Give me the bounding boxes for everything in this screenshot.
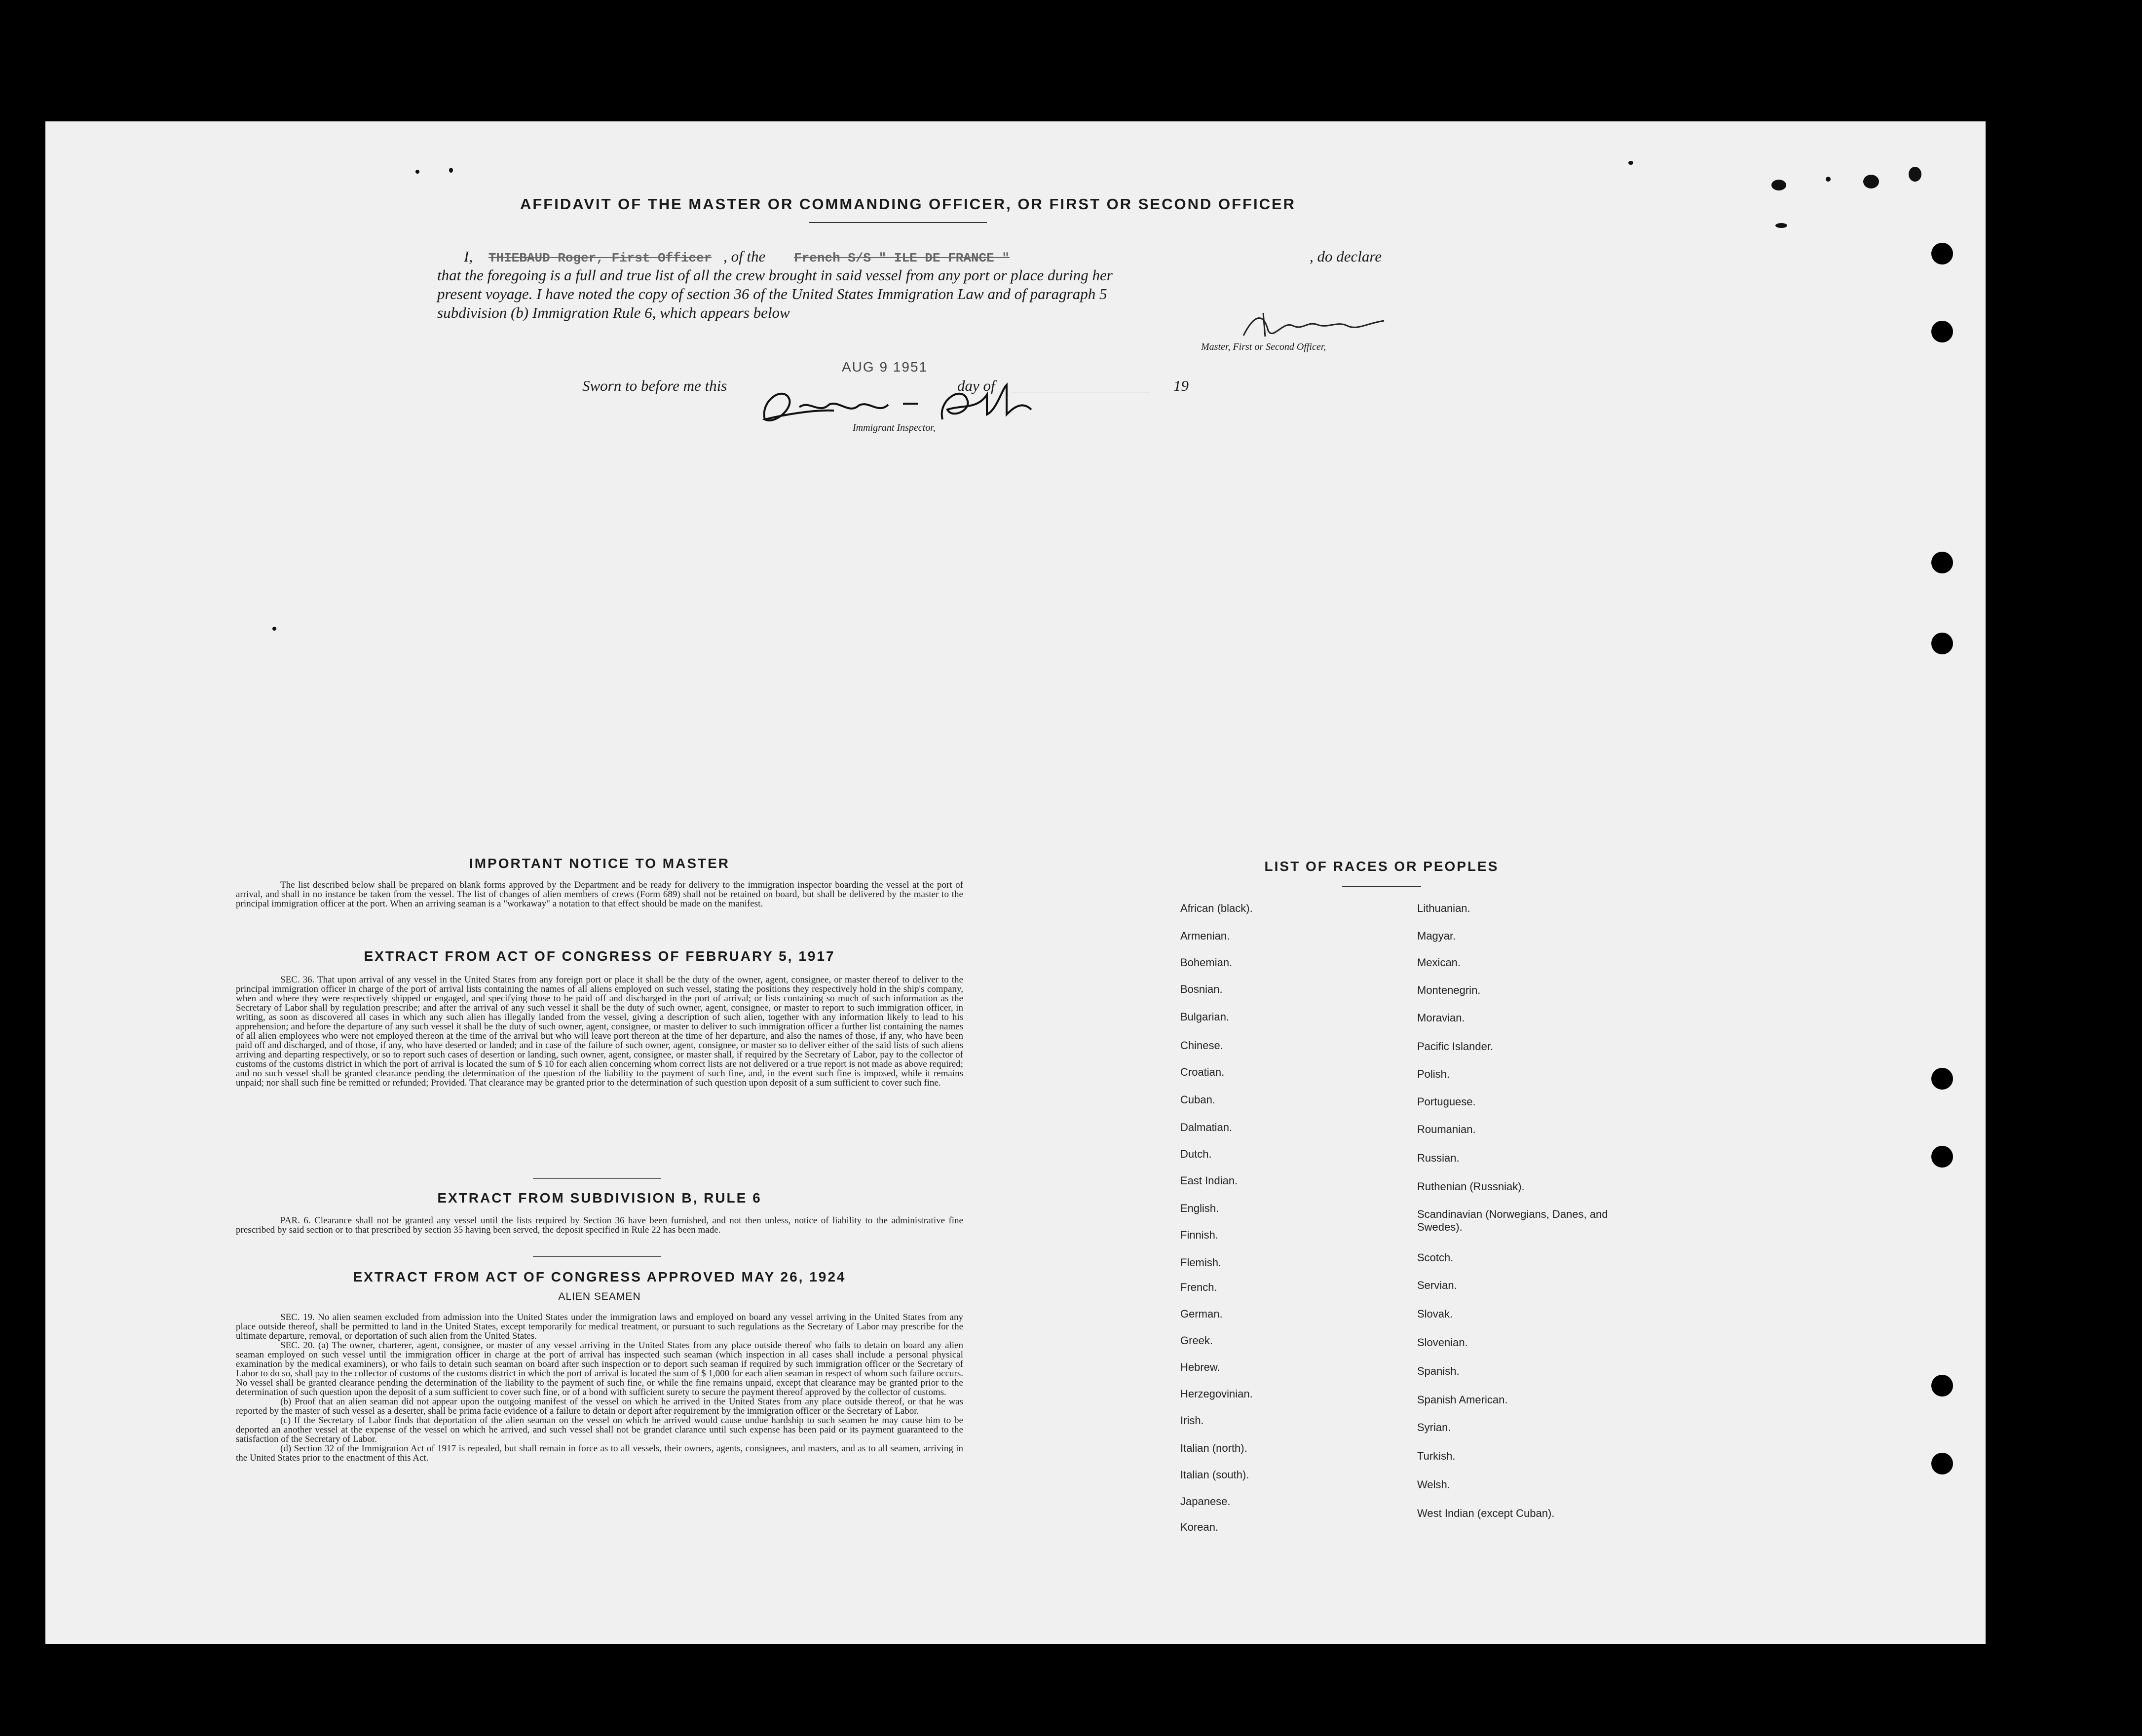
scan-speck <box>1826 177 1831 182</box>
extract-1917-text <box>236 975 963 1088</box>
races-title: LIST OF RACES OR PEOPLES <box>1264 859 1499 874</box>
inspector-signature <box>755 380 1051 429</box>
declaration-line-1 <box>464 247 1382 266</box>
officer-name-typed: THIEBAUD Roger, First Officer <box>488 251 712 265</box>
extract-rule6-title: EXTRACT FROM SUBDIVISION B, RULE 6 <box>437 1190 762 1206</box>
officer-caption: Master, First or Second Officer, <box>1201 341 1326 352</box>
race-item: Bohemian. <box>1180 956 1233 969</box>
race-item: Welsh. <box>1417 1478 1450 1491</box>
race-item: African (black). <box>1180 902 1253 914</box>
race-item: West Indian (except Cuban). <box>1417 1507 1555 1519</box>
divider <box>533 1178 661 1179</box>
declaration-of-the: , of the <box>723 248 766 265</box>
race-item: Irish. <box>1180 1414 1204 1427</box>
race-item: French. <box>1180 1281 1217 1293</box>
extract-1924-subtitle: ALIEN SEAMEN <box>558 1291 641 1302</box>
inspector-caption: Immigrant Inspector, <box>853 422 936 433</box>
races-underline <box>1342 886 1421 887</box>
title-underline <box>809 222 987 223</box>
scan-speck <box>1771 180 1786 190</box>
race-item: Scotch. <box>1417 1251 1454 1264</box>
scan-speck <box>1628 161 1633 165</box>
extract-1924-paragraph: (d) Section 32 of the Immigration Act of 1917 is repealed, but shall remain in force as to all vessels, their owners, agents, consignees, and masters, and as to all seamen, arriving in the United States prior to the enactment of this Act. <box>236 1443 963 1463</box>
extract-1924-paragraph: (c) If the Secretary of Labor finds that deportation of the alien seaman on the vessel on which he arrived would cause undue hardship to such seamen he may cause him to be deported an another vessel at the expense of the vessel on which he arrived, and such vessel shall not be grandet clarance until such expense has been paid or its payment guaranteed to the satisfaction of the Secretary of Labor. <box>236 1415 963 1444</box>
punch-hole <box>1931 1453 1953 1474</box>
declaration-line-4: subdivision (b) Immigration Rule 6, which appears below <box>437 304 790 321</box>
sworn-text: Sworn to before me this <box>582 377 727 394</box>
race-item: Finnish. <box>1180 1229 1219 1241</box>
notice-text <box>236 880 963 908</box>
extract-1924-paragraph: SEC. 19. No alien seamen excluded from admission into the United States under the immigration laws and employed on board any vessel arriving in the United States from any place outside thereof, shall be permitted to land in the United States, except temporarily for medical treatment, or pursuant to such regulations as the Secretary of Labor may prescribe for the ultimate departure, removal, or deportation of such alien from the United States. <box>236 1312 963 1341</box>
race-item: Moravian. <box>1417 1012 1465 1024</box>
race-item: Italian (north). <box>1180 1442 1247 1454</box>
punch-hole <box>1931 1068 1953 1090</box>
punch-hole <box>1931 1375 1953 1396</box>
race-item: Spanish American. <box>1417 1394 1508 1406</box>
extract-rule6-paragraph: PAR. 6. Clearance shall not be granted any vessel until the lists required by Section 36 have been furnished, and not then unless, notice of liability to the administrative fine prescribed by said section or to that prescribed by section 35 having been served, the deposit specified in Rule 22 has been made. <box>236 1215 963 1235</box>
scan-speck <box>1775 223 1787 228</box>
race-item: Slovenian. <box>1417 1336 1468 1349</box>
extract-1924-paragraph: SEC. 20. (a) The owner, charterer, agent, consignee, or master of any vessel arriving in the United States from any place outside thereof who fails to detain on board any alien seaman employed on such vessel until the immigration officer in charge at the port of arrival has inspected such seaman (which inspection in all cases shall include a personal physical examination by the medical examiners), or who fails to detain such seaman on board after such inspection or to deport such seaman if required by such immigration officer or the Secretary of Labor to do so, shall pay to the collector of customs of the customs district in which the port of arrival is located the sum of $ 1,000 for each alien seaman in respect of whom such failure occurs. No vessel shall be granted clearance pending the determination of the liability to the payment of such fine, or while the fine remains unpaid, except that clearance may be granted prior to the determination of such question upon the deposit of a sum sufficient to cover such fine, or of a bond with sufficient surety to secure the payment thereof approved by the collector of customs. <box>236 1340 963 1397</box>
race-item: Turkish. <box>1417 1450 1456 1462</box>
extract-1924-title: EXTRACT FROM ACT OF CONGRESS APPROVED MAY 26, 1924 <box>353 1269 846 1284</box>
race-item: Mexican. <box>1417 956 1461 969</box>
scan-speck <box>1909 167 1921 182</box>
vessel-name-typed: French S/S " ILE DE FRANCE " <box>794 251 1010 265</box>
sworn-year: 19 <box>1173 377 1189 394</box>
race-item: Chinese. <box>1180 1039 1223 1052</box>
race-item: Montenegrin. <box>1417 984 1481 996</box>
race-item: Bosnian. <box>1180 983 1223 995</box>
race-item: Servian. <box>1417 1279 1457 1291</box>
notice-paragraph: The list described below shall be prepared on blank forms approved by the Department and be ready for delivery to the immigration inspector boarding the vessel at the port of arrival, and shall in no instance be taken from the vessel. The list of changes of alien members of crews (Form 689) shall not be retained on board, but shall be delivered by the master to the principal immigration officer at the port. When an arriving seaman is a "workaway" a notation to that effect should be made on the manifest. <box>236 880 963 909</box>
declaration-i: I, <box>464 248 473 265</box>
punch-hole <box>1931 321 1953 342</box>
race-item: Hebrew. <box>1180 1361 1220 1373</box>
extract-1917-title: EXTRACT FROM ACT OF CONGRESS OF FEBRUARY 5, 1917 <box>364 948 835 964</box>
extract-1924-paragraph: (b) Proof that an alien seaman did not appear upon the outgoing manifest of the vessel on which he arrived in the United States from any place outside thereof, or that he was reported by the master of such vessel as a deserter, shall be prima facie evidence of a failure to detain or deport after requirement by the immigration officer or the Secretary of Labor. <box>236 1396 963 1416</box>
race-item: Lithuanian. <box>1417 902 1470 914</box>
race-item: Polish. <box>1417 1068 1450 1080</box>
race-item: Syrian. <box>1417 1421 1451 1434</box>
date-stamp: AUG 9 1951 <box>842 359 928 375</box>
extract-rule6-text <box>236 1216 963 1235</box>
race-item: Japanese. <box>1180 1495 1231 1508</box>
affidavit-title: AFFIDAVIT OF THE MASTER OR COMMANDING OFFICER, OR FIRST OR SECOND OFFICER <box>520 195 1296 213</box>
race-item: Roumanian. <box>1417 1123 1476 1135</box>
race-item: Armenian. <box>1180 930 1230 942</box>
declaration-line-3: present voyage. I have noted the copy of section 36 of the United States Immigration Law and of paragraph 5 <box>437 285 1107 302</box>
officer-signature <box>1234 306 1391 345</box>
race-item: Korean. <box>1180 1521 1219 1533</box>
race-item: Pacific Islander. <box>1417 1040 1494 1053</box>
race-item: Slovak. <box>1417 1308 1453 1320</box>
race-item: Spanish. <box>1417 1365 1460 1377</box>
race-item: Scandinavian (Norwegians, Danes, and Swedes). <box>1417 1208 1608 1233</box>
race-item: Greek. <box>1180 1334 1213 1347</box>
race-item: Magyar. <box>1417 930 1456 942</box>
declaration-do-declare: , do declare <box>1309 248 1382 265</box>
sworn-day-of: day of <box>957 377 995 394</box>
declaration-line-2: that the foregoing is a full and true list of all the crew brought in said vessel from any port or place during her <box>437 266 1113 284</box>
punch-hole <box>1931 243 1953 264</box>
punch-hole <box>1931 552 1953 573</box>
race-item: English. <box>1180 1202 1219 1214</box>
race-item: Bulgarian. <box>1180 1011 1230 1023</box>
race-item: Dutch. <box>1180 1148 1212 1160</box>
race-item: Cuban. <box>1180 1094 1215 1106</box>
scan-speck <box>272 627 276 631</box>
race-item: German. <box>1180 1308 1223 1320</box>
extract-1917-paragraph: SEC. 36. That upon arrival of any vessel in the United States from any foreign port or place it shall be the duty of the owner, agent, consignee, or master thereof to deliver to the principal immigration officer in charge of the port of arrival lists containing the names of all aliens employed on such vessel, stating the positions they respectively hold in the ship's company, when and where they were respectively shipped or engaged, and specifying those to be paid off and discharged in the port of arrival; or lists containing so much of such information as the Secretary of Labor shall by regulation prescribe; and after the arrival of any such vessel it shall be the duty of such owner, agent, consignee, or master to report to such immigration officer, in writing, as soon as discovered all cases in which any such alien has illegally landed from the vessel, giving a description of such alien, together with any information likely to lead to his apprehension; and before the departure of any such vessel it shall be the duty of such owner, agent, consignee, or master to deliver to such immigration officer a further list containing the names of all alien employees who were not employed thereon at the time of the arrival but who will leave port thereon at the time of her departure, and also the names of those, if any, who have been paid off and discharged, and of those, if any, who have deserted or landed; and in case of the failure of such owner, agent, consignee, or master so to deliver either of the said lists of such aliens arriving and departing respectively, or so to report such cases of desertion or landing, such owner, agent, consignee, or master shall, if required by the Secretary of Labor, pay to the collector of customs of the customs district in which the port of arrival is located the sum of $ 10 for each alien concerning whom correct lists are not delivered or a true report is not made as above required; and no such vessel shall be granted clearance pending the determination of the question of the liability to the payment of such fine, and, in the event such fine is imposed, while it remains unpaid; nor shall such fine be remitted or refunded; Provided. That clearance may be granted prior to the determination of such question upon deposit of a sum sufficient to cover such fine. <box>236 975 963 1088</box>
punch-hole <box>1931 1146 1953 1168</box>
divider <box>533 1256 661 1257</box>
race-item: Flemish. <box>1180 1256 1222 1269</box>
punch-hole <box>1931 633 1953 654</box>
race-item: Russian. <box>1417 1152 1460 1164</box>
race-item: Dalmatian. <box>1180 1121 1233 1133</box>
race-item: Herzegovinian. <box>1180 1388 1253 1400</box>
scan-speck <box>449 168 453 173</box>
scan-speck <box>1863 175 1879 189</box>
scan-speck <box>415 170 419 174</box>
race-item: Croatian. <box>1180 1066 1225 1078</box>
race-item: Portuguese. <box>1417 1095 1476 1108</box>
race-item: Ruthenian (Russniak). <box>1417 1180 1525 1193</box>
extract-1924-text <box>236 1313 963 1463</box>
race-item: East Indian. <box>1180 1174 1238 1187</box>
race-item: Italian (south). <box>1180 1469 1249 1481</box>
notice-title: IMPORTANT NOTICE TO MASTER <box>469 856 730 871</box>
